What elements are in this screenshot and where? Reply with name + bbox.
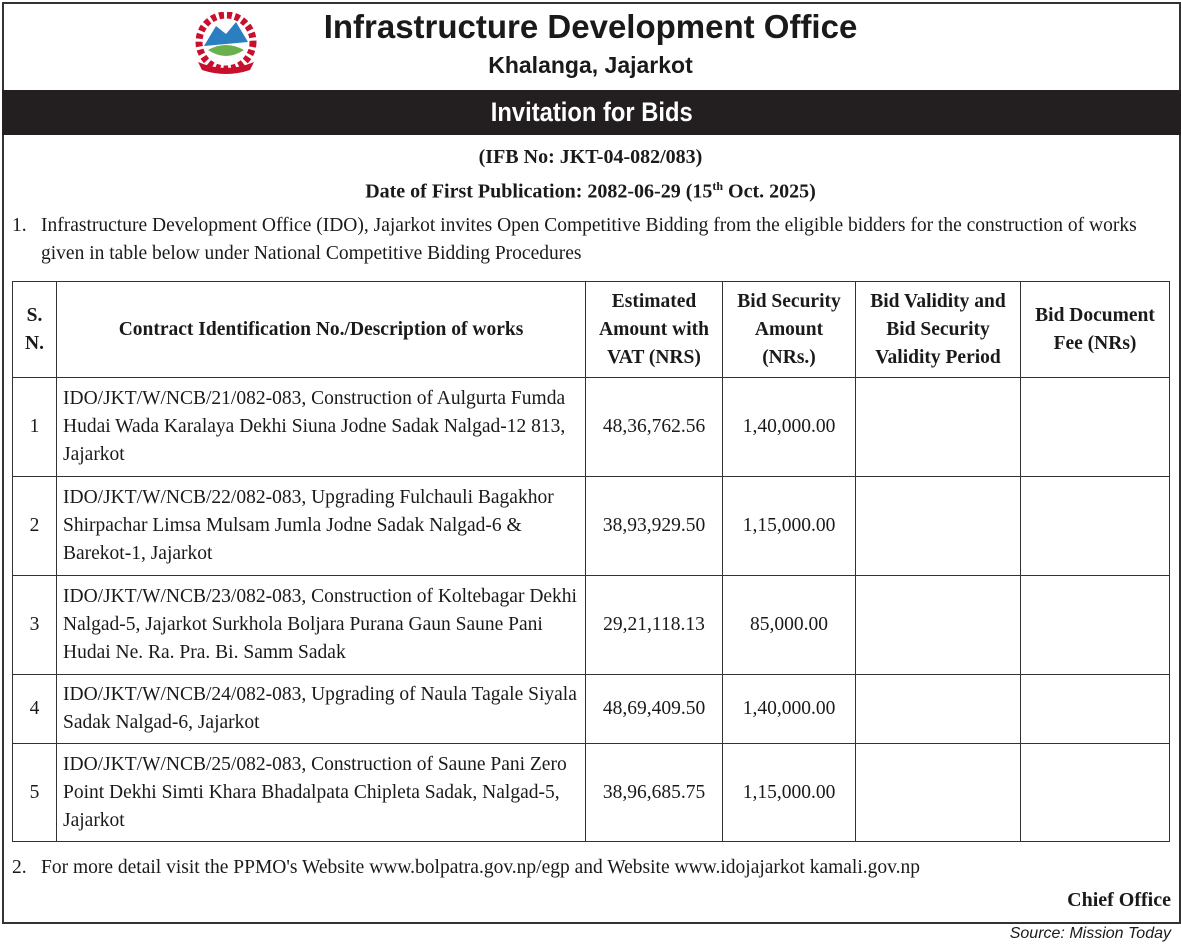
security-cell: 85,000.00 <box>723 576 856 675</box>
col-description: Contract Identification No./Description of works <box>57 282 586 378</box>
table-header-row <box>13 282 1170 378</box>
source-credit: Source: Mission Today <box>1009 925 1171 942</box>
office-location: Khalanga, Jajarkot <box>488 52 693 78</box>
amount-cell: 38,96,685.75 <box>586 744 723 842</box>
amount-cell: 38,93,929.50 <box>586 477 723 576</box>
description-cell: IDO/JKT/W/NCB/21/082-083, Construction of Aulgurta Fumda Hudai Wada Karalaya Dekhi Siuna Jodne Sadak Nalgad-12 813, Jajarkot <box>57 378 586 477</box>
col-fee: Bid Document Fee (NRs) <box>1021 282 1170 378</box>
fee-cell <box>1021 576 1170 675</box>
table-row <box>13 675 1170 744</box>
col-security: Bid Security Amount (NRs.) <box>723 282 856 378</box>
sn-cell: 4 <box>13 675 57 744</box>
sn-cell: 2 <box>13 477 57 576</box>
table-row <box>13 378 1170 477</box>
paragraph-text: For more detail visit the PPMO's Website www.bolpatra.gov.np/egp and Website www.idojajarkot kamali.gov.np <box>41 857 921 878</box>
publication-date <box>0 179 1181 204</box>
description-cell: IDO/JKT/W/NCB/25/082-083, Construction of Saune Pani Zero Point Dekhi Simti Khara Bhadalpata Chipleta Sadak, Nalgad-5, Jajarkot <box>57 744 586 842</box>
amount-cell: 29,21,118.13 <box>586 576 723 675</box>
ifb-number: (IFB No: JKT-04-082/083) <box>478 146 703 168</box>
bids-table <box>12 281 1170 842</box>
col-sn: S. N. <box>13 282 57 378</box>
paragraph-number: 1. <box>12 215 27 236</box>
table-row <box>13 576 1170 675</box>
fee-cell <box>1021 675 1170 744</box>
paragraph-2 <box>12 854 920 882</box>
col-amount: Estimated Amount with VAT (NRS) <box>586 282 723 378</box>
description-cell: IDO/JKT/W/NCB/22/082-083, Upgrading Fulchauli Bagakhor Shirpachar Limsa Mulsam Jumla Jodne Sadak Nalgad-6 & Barekot-1, Jajarkot <box>57 477 586 576</box>
description-cell: IDO/JKT/W/NCB/24/082-083, Upgrading of Naula Tagale Siyala Sadak Nalgad-6, Jajarkot <box>57 675 586 744</box>
amount-cell: 48,69,409.50 <box>586 675 723 744</box>
office-title: Infrastructure Development Office <box>323 8 858 45</box>
description-cell: IDO/JKT/W/NCB/23/082-083, Construction of Koltebagar Dekhi Nalgad-5, Jajarkot Surkhola Boljara Purana Gaun Saune Pani Hudai Ne. Ra. Pra. Bi. Samm Sadak <box>57 576 586 675</box>
validity-cell <box>856 576 1021 675</box>
security-cell: 1,40,000.00 <box>723 675 856 744</box>
amount-cell: 48,36,762.56 <box>586 378 723 477</box>
paragraph-text: Infrastructure Development Office (IDO), Jajarkot invites Open Competitive Bidding from the eligible bidders for the construction of works given in table below under National Competitive Bidding Procedures <box>41 215 1137 264</box>
date-prefix: Date of First Publication: 2082-06-29 (15 <box>365 180 713 203</box>
fee-cell <box>1021 477 1170 576</box>
paragraph-1 <box>12 212 1172 268</box>
validity-cell <box>856 477 1021 576</box>
paragraph-number: 2. <box>12 857 27 878</box>
banner <box>2 90 1181 135</box>
validity-cell <box>856 744 1021 842</box>
security-cell: 1,15,000.00 <box>723 477 856 576</box>
security-cell: 1,15,000.00 <box>723 744 856 842</box>
fee-cell <box>1021 378 1170 477</box>
sn-cell: 1 <box>13 378 57 477</box>
signature: Chief Office <box>1067 889 1171 911</box>
sn-cell: 3 <box>13 576 57 675</box>
validity-cell <box>856 675 1021 744</box>
sn-cell: 5 <box>13 744 57 842</box>
table-row <box>13 477 1170 576</box>
banner-title: Invitation for Bids <box>490 97 693 127</box>
fee-cell <box>1021 744 1170 842</box>
validity-cell <box>856 378 1021 477</box>
date-suffix: Oct. 2025) <box>723 180 816 203</box>
table-row <box>13 744 1170 842</box>
date-sup: th <box>712 179 724 193</box>
col-validity: Bid Validity and Bid Security Validity Period <box>856 282 1021 378</box>
security-cell: 1,40,000.00 <box>723 378 856 477</box>
